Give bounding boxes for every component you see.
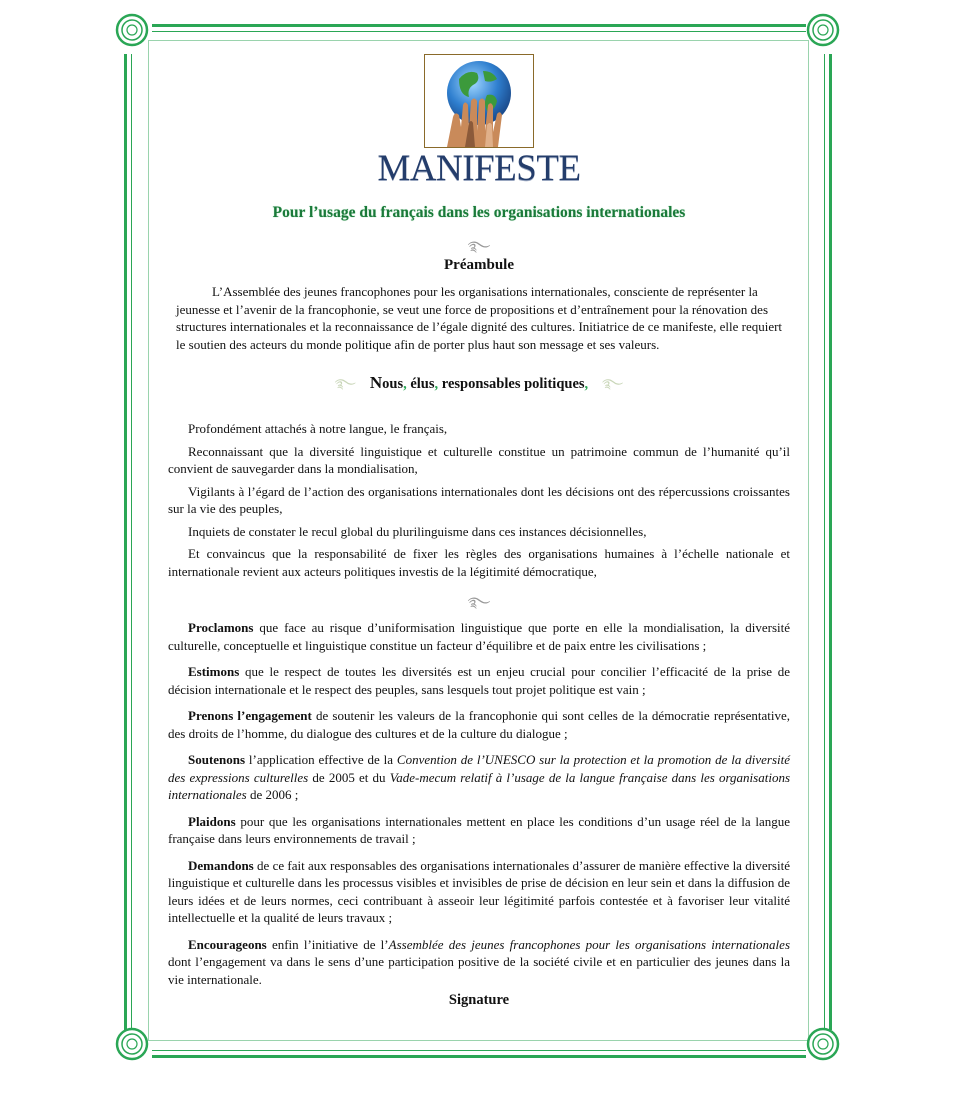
corner-ornament-icon bbox=[115, 13, 149, 47]
declaration-estimons: Estimons que le respect de toutes les diversités est un enjeu crucial pour concilier l’efficacité de la prise de décision internationale et le respect des peuples, sans lesquels tout projet politique est vain ; bbox=[168, 664, 790, 697]
declaration-plaidons: Plaidons pour que les organisations internationales mettent en place les conditions d’un usage réel de la langue française dans leurs environnements de travail ; bbox=[168, 813, 790, 846]
consideration-item: Reconnaissant que la diversité linguistique et culturelle constitue un patrimoine commun de l’humanité qu’il convient de sauvegarder dans la mondialisation, bbox=[168, 443, 790, 476]
signature-heading: Signature bbox=[448, 992, 510, 1008]
globe-hands-icon bbox=[425, 55, 533, 147]
declaration-proclamons: Proclamons que face au risque d’uniformisation linguistique que porte en elle la mondialisation, la diversité culturelle, conceptuelle et linguistique constitue un facteur d’équilibre et de paix entre les civilisations ; bbox=[168, 620, 790, 653]
flourish-ornament-icon: ࿐ bbox=[467, 240, 491, 255]
manifesto-document bbox=[168, 48, 790, 1009]
consideration-item: Inquiets de constater le recul global du plurilinguisme dans ces instances décisionnelles, bbox=[188, 523, 647, 539]
corner-ornament-icon bbox=[806, 1027, 840, 1061]
consideration-item: Et convaincus que la responsabilité de fixer les règles des organisations humaines à l’échelle nationale et internationale revient aux acteurs politiques investis de la légitimité démocratique, bbox=[168, 546, 790, 579]
logo-wordmark: MANIFESTE bbox=[377, 148, 581, 189]
preamble-text: L’Assemblée des jeunes francophones pour les organisations internationales, consciente de représenter la jeunesse et l’avenir de la francophonie, se veut une force de propositions et d’entraînement pour la rénovation des structures internationales et la reconnaissance de l’égale dignité des cultures. Initiatrice de ce manifeste, elle requiert le soutien des acteurs du monde politique afin de porter plus haut son message et ses valeurs. bbox=[176, 284, 783, 352]
declaration-soutenons: Soutenons l’application effective de la Convention de l’UNESCO sur la protection et la promotion de la diversité des expressions culturelles de 2005 et du Vade-mecum relatif à l’usage de la langue française dans les organisations internationales de 2006 ; bbox=[168, 752, 791, 802]
nous-heading: ࿐ Nous, élus, responsables politiques, ࿐ bbox=[168, 369, 790, 406]
flourish-right-icon: ࿐ bbox=[602, 376, 624, 391]
corner-ornament-icon bbox=[806, 13, 840, 47]
flourish-ornament-icon: ࿐ bbox=[467, 596, 491, 611]
declaration-encourageons: Encourageons enfin l’initiative de l’Assemblée des jeunes francophones pour les organisations internationales dont l’engagement va dans le sens d’une participation positive de la société civile et en particulier des jeunes dans la vie internationale. bbox=[168, 936, 790, 987]
flourish-left-icon: ࿐ bbox=[334, 376, 356, 391]
consideration-item: Vigilants à l’égard de l’action des organisations internationales dont les décisions ont des répercussions croissantes sur la vie des peuples, bbox=[168, 483, 790, 516]
document-subtitle: Pour l’usage du français dans les organisations internationales bbox=[272, 204, 686, 221]
globe-hands-logo bbox=[424, 54, 534, 148]
declaration-prenons: Prenons l’engagement de soutenir les valeurs de la francophonie qui sont celles de la démocratie représentative, des droits de l’homme, du dialogue des cultures et de la culture du dialogue ; bbox=[168, 708, 790, 741]
declaration-demandons: Demandons de ce fait aux responsables des organisations internationales d’assurer de manière effective la diversité linguistique et culturelle dans les processus visibles et invisibles de prise de décision en leur sein et dans la diffusion de leurs idées et de leurs normes, ceci contribuant à asseoir leur légitimité parfois contestée et à favoriser leur vitalité intellectuelle et la qualité de leurs travaux ; bbox=[168, 857, 790, 925]
corner-ornament-icon bbox=[115, 1027, 149, 1061]
preamble-heading: Préambule bbox=[444, 257, 514, 273]
consideration-item: Profondément attachés à notre langue, le français, bbox=[188, 421, 448, 436]
